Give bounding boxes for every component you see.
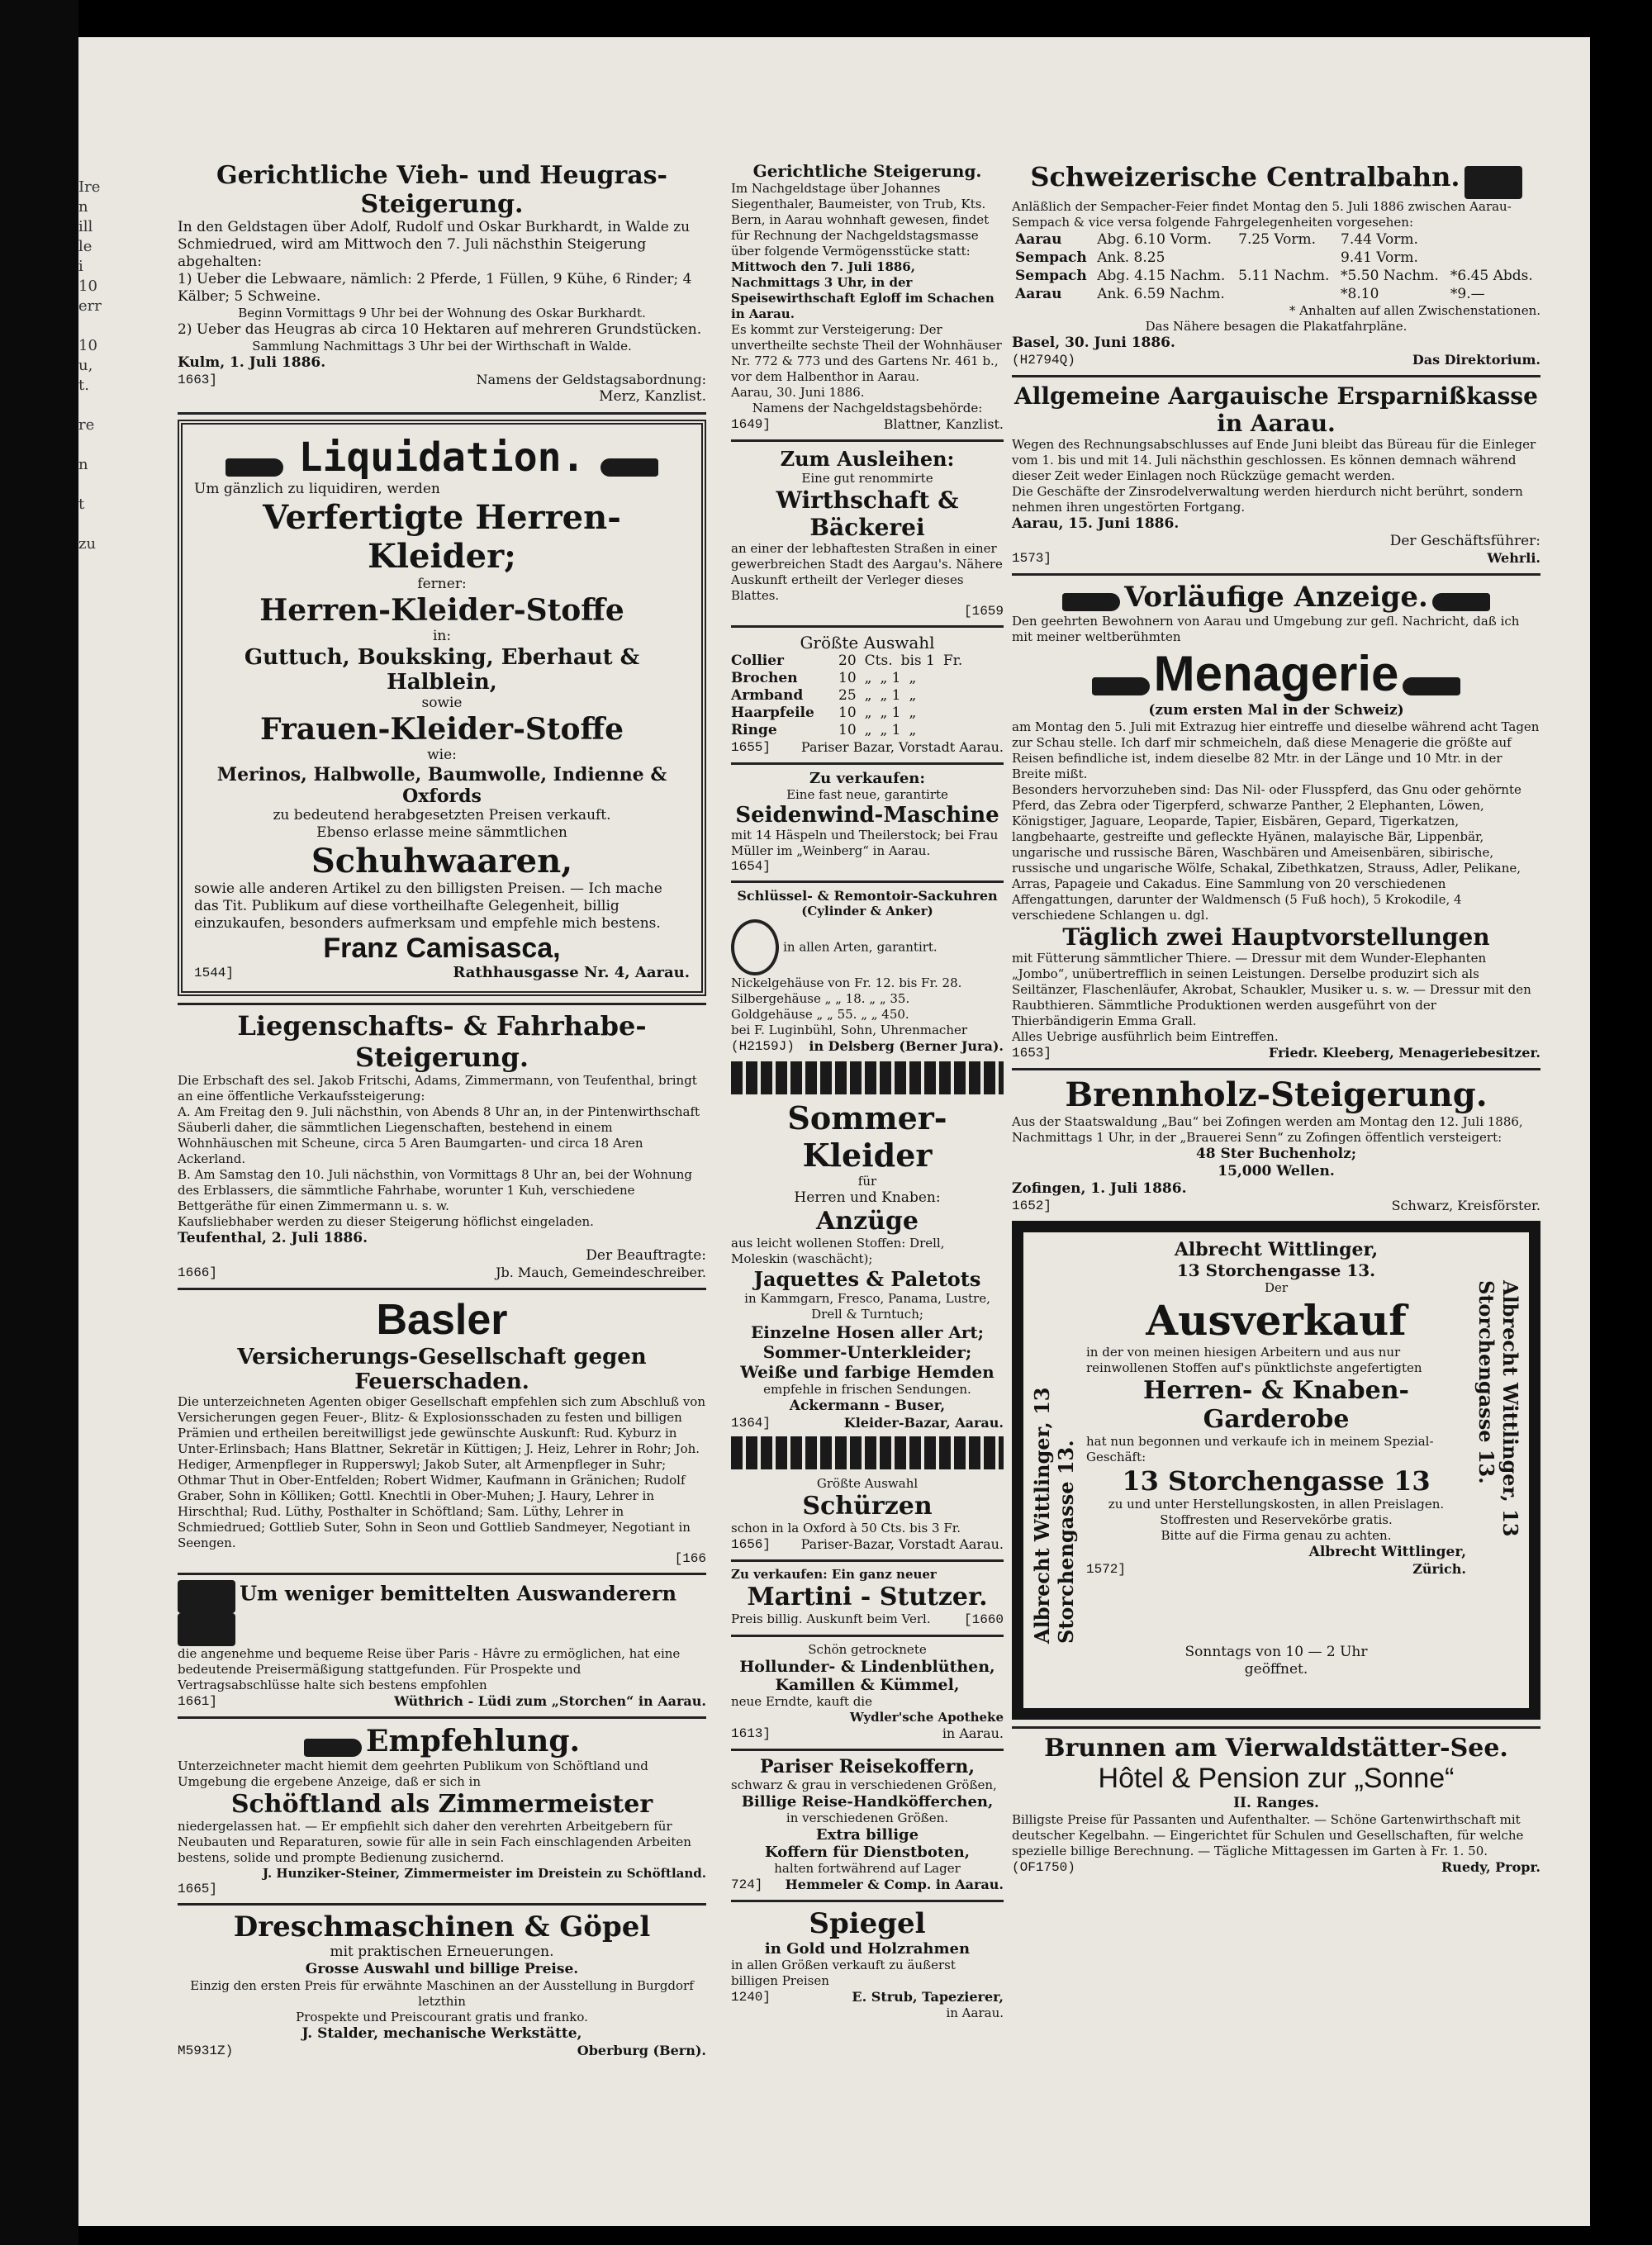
ad-title: Dreschmaschinen & Göpel — [233, 1910, 651, 1944]
ad-note: Das Nähere besagen die Plakatfahrpläne. — [1145, 318, 1408, 334]
price-list — [731, 653, 1004, 739]
ad-text: (Cylinder & Anker) — [801, 904, 933, 918]
ad-text: garantirt. — [876, 939, 938, 955]
ad-text: in verschiedenen Größen. — [786, 1811, 949, 1825]
ad-menagerie — [1012, 581, 1540, 1061]
ad-body: an einer der lebhaftesten Straßen in einer gewerbreichen Stadt des Aargau's. Nähere Auskunft ertheilt der Verleger dieses Blattes. — [731, 541, 1003, 603]
ad-body: Im Nachgeldstage über Johannes Siegenthaler, Baumeister, von Trub, Kts. Bern, in Aarau wohnhaft gewesen, findet für Rechnung der Nachgeldstagsmasse über folgende Vermögensstücke statt: — [731, 181, 990, 259]
ad-heading: Verfertigte Herren-Kleider; — [263, 498, 621, 576]
ad-bluethen — [731, 1642, 1004, 1742]
ad-sign: Namens der Geldstagsabordnung: — [476, 372, 706, 387]
ad-number: 1655] — [731, 740, 771, 755]
ad-title: Spiegel — [809, 1907, 926, 1940]
ad-heading: Weiße und farbige Hemden — [740, 1362, 995, 1382]
ad-place: Basel, 30. Juni 1886. — [1012, 334, 1175, 351]
ad-title: Pariser Reisekoffern, — [759, 1756, 976, 1777]
ad-heading: Extra billige — [815, 1826, 919, 1844]
ad-body: mit 14 Häspeln und Theilerstock; bei Frau Müller im „Weinberg“ in Aarau. — [731, 828, 999, 858]
ad-heading: Sommer-Unterkleider; — [762, 1342, 972, 1362]
ad-sign: Wydler'sche Apotheke — [849, 1710, 1004, 1725]
station: Sempach — [1015, 267, 1087, 284]
ad-number: 1364] — [731, 1416, 771, 1431]
time: Abg. 4.15 Nachm. — [1097, 267, 1226, 284]
unit: „ — [864, 722, 872, 738]
ad-sommer-kleider — [731, 1061, 1004, 1469]
ad-body: Es kommt zur Versteigerung: Der unvertheilte sechste Theil der Wohnhäuser Nr. 772 & 773 und des Gartens Nr. 461 b., vor dem Halbenthor in Aarau. — [731, 322, 1002, 384]
ad-heading: Merinos, Halbwolle, Baumwolle, Indienne & Oxfords — [216, 764, 667, 807]
ad-number: (OF1750) — [1012, 1859, 1075, 1875]
ad-text: zu und unter Herstellungskosten, in allen Preislagen. — [1108, 1496, 1445, 1512]
ad-sign: Der Beauftragte: — [586, 1247, 706, 1264]
pointing-hand-icon — [1403, 677, 1460, 695]
time: 7.44 Vorm. — [1341, 230, 1418, 248]
ad-text: in der von meinen hiesigen Arbeitern und aus nur reinwollenen Stoffen auf's pünktlichste angefertigten — [1086, 1344, 1422, 1375]
ad-reisekoffern — [731, 1756, 1004, 1893]
ad-heading: Versicherungs-Gesellschaft gegen Feuerschaden. — [237, 1345, 647, 1394]
ad-title: Basler — [376, 1296, 508, 1344]
ad-sign: Merz, Kanzlist. — [599, 388, 706, 405]
ad-number: 724] — [731, 1877, 763, 1892]
time: *8.10 — [1341, 285, 1379, 302]
pointing-hand-icon — [304, 1739, 362, 1757]
station: Aarau — [1015, 230, 1062, 248]
ad-body: Alles Uebrige ausführlich beim Eintreffen. — [1012, 1028, 1279, 1044]
ad-body: Billigste Preise für Passanten und Aufenthalter. — Schöne Gartenwirthschaft mit deutscher Kegelbahn. — Eingerichtet für Schulen und Gesellschaften, für welche spezielle billige Berechnung. — Tägliche Mittagessen im Garten à Fr. 1. 50. — [1012, 1811, 1524, 1858]
ad-body: Unterzeichneter macht hiemit dem geehrten Publikum von Schöftland und Umgebung die ergebene Anzeige, daß er sich in — [178, 1759, 648, 1789]
ad-body: Den geehrten Bewohnern von Aarau und Umgebung zur gefl. Nachricht, daß ich mit meiner weltberühmten — [1012, 613, 1520, 644]
ad-text: zu bedeutend herabgesetzten Preisen verkauft. — [273, 807, 611, 823]
ad-wittlinger — [1012, 1221, 1540, 1720]
ad-basler — [178, 1295, 706, 1566]
ad-heading: Herren- & Knaben-Garderobe — [1142, 1375, 1410, 1434]
ad-heading: Martini - Stutzer. — [747, 1583, 988, 1611]
train-icon — [178, 1580, 235, 1613]
ad-title: Gerichtliche Vieh- und Heugras-Steigerung. — [216, 161, 668, 219]
ad-body: am Montag den 5. Juli mit Extrazug hier eintreffe und dieselbe während acht Tagen zur Schau stelle. Ich darf mir schmeicheln, daß diese Menagerie die größte auf Reisen befindliche ist, indem dieselbe 82 Mtr. in der Länge und 10 Mtr. in der Breite mißt. — [1012, 719, 1540, 781]
ornament-border — [731, 1061, 1004, 1094]
newspaper-page — [78, 37, 1590, 2226]
left-margin-fragment: Ire n ill le i 10 err 10 u, t. re n t zu — [78, 178, 102, 553]
ad-sign: Wüthrich - Lüdi zum „Storchen“ in Aarau. — [394, 1693, 706, 1709]
ad-text: Bitte auf die Firma genau zu achten. — [1161, 1527, 1392, 1543]
ad-sackuhren — [731, 888, 1004, 1055]
item-name: Collier — [731, 653, 785, 669]
ad-body: Die Erbschaft des sel. Jakob Fritschi, Adams, Zimmermann, von Teufenthal, bringt an eine öffentliche Verkaufssteigerung: — [178, 1073, 697, 1104]
page-edge — [0, 0, 78, 2245]
price-to: „ 1 — [880, 687, 901, 704]
ad-heading: Ausverkauf — [1146, 1295, 1407, 1345]
ad-text: Ebenso erlasse meine sämmtlichen — [316, 824, 567, 841]
price-to: „ 1 — [880, 670, 901, 686]
column-2 — [731, 161, 1004, 2028]
ad-sign: Ruedy, Propr. — [1441, 1858, 1540, 1875]
ad-title: Schlüssel- & Remontoir-Sackuhren — [737, 888, 998, 904]
ad-text: mit praktischen Erneuerungen. — [330, 1944, 554, 1960]
ad-body: Wegen des Rechnungsabschlusses auf Ende Juni bleibt das Büreau für die Einleger vom 1. bis und mit 14. Juli nächsthin geschlossen. Es können demnach während dieser Zeit weder Einlagen noch Rückzüge gemacht werden. — [1012, 436, 1536, 483]
ad-body: Die Geschäfte der Zinsrodelverwaltung werden hierdurch nicht berührt, sondern nehmen ihren ungestörten Fortgang. — [1012, 483, 1523, 515]
pointing-hand-icon — [601, 458, 658, 477]
ad-body: in allen Größen verkauft zu äußerst billigen Preisen — [731, 1958, 956, 1988]
ad-text: Eine gut renommirte — [801, 471, 933, 486]
unit: „ — [864, 705, 872, 721]
ad-title: Zu verkaufen: Ein ganz neuer — [731, 1567, 937, 1582]
ad-side-text: Albrecht Wittlinger, 13 Storchengasse 13. — [1474, 1279, 1522, 1536]
ad-text: hat nun begonnen und verkaufe ich in meinem Spezial-Geschäft: — [1086, 1433, 1434, 1464]
timetable — [1012, 230, 1540, 303]
ad-number: 1663] — [178, 373, 218, 387]
ship-icon — [178, 1613, 235, 1646]
ad-title: Zu verkaufen: — [809, 770, 926, 787]
unit: „ — [909, 687, 917, 704]
price-from: 10 — [838, 722, 857, 738]
ad-text: sowie — [421, 695, 463, 711]
price-to: „ 1 — [880, 705, 901, 721]
ad-heading: Wirthschaft & Bäckerei — [776, 486, 959, 541]
ad-body: Preis billig. Auskunft beim Verl. — [731, 1611, 931, 1626]
price-from: 10 — [838, 705, 857, 721]
ad-text: wie: — [427, 747, 457, 763]
ad-body: Besonders hervorzuheben sind: Das Nil- oder Flusspferd, das Gnu oder gehörnte Pferd, das Zebra oder Tigerpferd, schwarze Panther, 2 Elephanten, Löwen, Königstiger, Jaguare, Leoparde, Tapier, Eisbären, Gepard, Tigerkatzen, langbehaarte, gestreifte und gefleckte Hyänen, malayische Bär, Lippenbär, ungarische und russische Bären, Waschbären und Ameisenbären, sibirische, russische und ungarische Wölfe, Schakal, Zibethkatzen, Strauss, Adler, Pelikane, Arras, Papageie und Cakadus. Eine Sammlung von 20 verschiedenen Affengattungen, darunter der Waldmensch (5 Fuß hoch), 5 Krokodile, 4 verschiedene Schlangen u. dgl. — [1012, 781, 1521, 923]
ad-text: in allen Arten, — [783, 939, 873, 955]
time: 5.11 Nachm. — [1238, 267, 1330, 284]
ad-heading: Billige Reise-Handköfferchen, — [741, 1793, 994, 1811]
ad-body: A. Am Freitag den 9. Juli nächsthin, von Abends 8 Uhr an, in der Pintenwirthschaft Säuberli daher, die sämmtlichen Liegenschaften, bestehend in einem Wohnhäuschen mit Scheune, circa 5 Aren Baumgarten- und circa 18 Aren Ackerland. — [178, 1104, 700, 1166]
ad-brennholz — [1012, 1075, 1540, 1214]
station: Aarau — [1015, 285, 1062, 302]
ad-number: [1660 — [963, 1612, 1004, 1627]
ad-text: Grosse Auswahl und billige Preise. — [305, 1961, 579, 1977]
ad-text: 15,000 Wellen. — [1218, 1162, 1335, 1179]
ad-place: in Aarau. — [942, 1725, 1004, 1741]
ad-number: [166 — [674, 1551, 706, 1566]
pocket-watch-icon — [731, 919, 779, 975]
ad-place: Aarau, 30. Juni 1886. — [731, 385, 865, 400]
ad-sign: Albrecht Wittlinger, — [1308, 1543, 1466, 1560]
ad-number: 1652] — [1012, 1198, 1052, 1213]
pointing-hand-icon — [1432, 593, 1490, 611]
unit: Cts. — [864, 653, 893, 669]
ad-number: 1653] — [1012, 1045, 1052, 1061]
item-name: Ringe — [731, 722, 777, 738]
ad-body: B. Am Samstag den 10. Juli nächsthin, von Vormittags 8 Uhr an, bei der Wohnung des Erblassers, die sämmtliche Fahrhabe, worunter 1 Kuh, verschiedene Bettgeräthe für einen Zimmermann u. s. w. — [178, 1167, 692, 1213]
ad-heading: Jaquettes & Paletots — [753, 1267, 981, 1291]
ad-schmuck — [731, 633, 1004, 756]
time: *6.45 Abds. — [1450, 267, 1533, 284]
ad-text: empfehle in frischen Sendungen. — [763, 1382, 971, 1397]
ad-text: in Kammgarn, Fresco, Panama, Lustre, Drell & Turntuch; — [744, 1291, 990, 1322]
ad-heading: Kamillen & Kümmel, — [775, 1676, 960, 1694]
ad-text: Eine fast neue, garantirte — [786, 787, 948, 802]
ad-text: 48 Ster Buchenholz; — [1195, 1145, 1357, 1162]
ad-hotel-sonne — [1012, 1734, 1540, 1876]
ad-auswanderer — [178, 1580, 706, 1710]
ad-sign: Friedr. Kleeberg, Menageriebesitzer. — [1268, 1044, 1540, 1061]
ad-body: Anläßlich der Sempacher-Feier findet Montag den 5. Juli 1886 zwischen Aarau-Sempach & vice versa folgende Fahrgelegenheiten vorgesehen: — [1012, 198, 1512, 230]
ad-text: Prospekte und Preiscourant gratis und franko. — [296, 2010, 588, 2024]
ad-number: 1649] — [731, 417, 771, 432]
ad-number: (H2159J) — [731, 1039, 795, 1054]
ad-sign: Ackermann - Buser, — [789, 1398, 946, 1414]
ad-header: 13 Storchengasse 13. — [1176, 1260, 1376, 1280]
ad-title: Brennholz-Steigerung. — [1065, 1075, 1488, 1114]
ad-title: Allgemeine Aargauische Ersparnißkasse in Aarau. — [1014, 382, 1538, 437]
ad-place: in Delsberg (Berner Jura). — [809, 1038, 1004, 1054]
ad-sign: J. Hunziker-Steiner, Zimmermeister im Dreistein zu Schöftland. — [263, 1866, 706, 1881]
ad-title: Sommer-Kleider — [787, 1099, 947, 1174]
ad-text: in: — [432, 628, 452, 644]
ad-heading: Koffern für Dienstboten, — [764, 1844, 971, 1861]
ad-heading: Einzelne Hosen aller Art; — [750, 1322, 985, 1342]
unit: „ — [909, 722, 917, 738]
ad-place: Kulm, 1. Juli 1886. — [178, 354, 326, 371]
ad-title: Vorläufige Anzeige. — [1124, 580, 1428, 614]
ad-martini-stutzer — [731, 1567, 1004, 1628]
ad-heading: Menagerie — [1153, 645, 1399, 701]
ad-text: Herren und Knaben: — [794, 1189, 941, 1206]
price-from: 20 — [838, 653, 857, 669]
ad-sign: Blattner, Kanzlist. — [883, 416, 1004, 432]
ad-empfehlung — [178, 1724, 706, 1896]
ad-place: Aarau, 15. Juni 1886. — [1012, 515, 1180, 532]
pointing-hand-icon — [1062, 593, 1120, 611]
pointing-hand-icon — [225, 458, 283, 477]
ad-liquidation — [178, 420, 706, 996]
ad-place: in Aarau. — [946, 2005, 1004, 2020]
ad-title: Um weniger bemittelten Auswanderern — [240, 1581, 676, 1606]
ad-text: ferner: — [417, 576, 467, 592]
ad-number: 1661] — [178, 1694, 218, 1709]
ad-title: Zum Ausleihen: — [780, 447, 955, 471]
ad-spiegel — [731, 1907, 1004, 2021]
ad-item: Sammlung Nachmittags 3 Uhr bei der Wirthschaft in Walde. — [252, 339, 632, 354]
ad-text: für — [857, 1174, 877, 1189]
ad-ausleihen — [731, 447, 1004, 619]
ornament-border — [731, 1436, 1004, 1469]
station: Sempach — [1015, 249, 1087, 266]
ad-heading: Frauen-Kleider-Stoffe — [259, 712, 624, 747]
ad-sign: Oberburg (Bern). — [577, 2043, 706, 2058]
time: Ank. 6.59 Nachm. — [1097, 285, 1225, 302]
item-name: Brochen — [731, 670, 798, 686]
ad-footer: Sonntags von 10 — 2 Uhr — [1184, 1643, 1368, 1660]
unit: „ — [864, 687, 872, 704]
price-row: Silbergehäuse „ „ 18. „ „ 35. — [731, 991, 910, 1006]
ad-heading: Schürzen — [802, 1492, 933, 1521]
ad-text: aus leicht wollenen Stoffen: Drell, Moleskin (waschächt); — [731, 1236, 945, 1266]
ad-item: 1) Ueber die Lebwaare, nämlich: 2 Pferde, 1 Füllen, 9 Kühe, 6 Rinder; 4 Kälber; 5 Schweine. — [178, 271, 692, 305]
ad-text: halten fortwährend auf Lager — [774, 1861, 961, 1876]
ad-text: (zum ersten Mal in der Schweiz) — [1148, 701, 1404, 719]
ad-body: neue Erndte, kauft die — [731, 1694, 872, 1709]
ad-text: Um gänzlich zu liquidiren, werden — [194, 481, 440, 497]
ad-title: Gerichtliche Steigerung. — [752, 161, 982, 181]
ad-sign: Pariser-Bazar, Vorstadt Aarau. — [800, 1536, 1004, 1552]
ad-heading: Täglich zwei Hauptvorstellungen — [1062, 923, 1490, 951]
ad-body: niedergelassen hat. — Er empfiehlt sich daher den verehrten Arbeitgebern für Neubauten und Reparaturen, sowie für alle in sein Fach einschlagenden Arbeiten bestens, solide und prompte Bedienung zusichernd. — [178, 1819, 691, 1865]
ad-address: Rathhausgasse Nr. 4, Aarau. — [453, 964, 690, 981]
ad-number: 1656] — [731, 1537, 771, 1552]
ad-sign: J. Stalder, mechanische Werkstätte, — [301, 2025, 582, 2042]
ad-text: Stoffresten und Reservekörbe gratis. — [1160, 1512, 1393, 1527]
ad-dreschmaschinen — [178, 1910, 706, 2059]
unit: Fr. — [942, 653, 963, 669]
price-row: Nickelgehäuse von Fr. 12. bis Fr. 28. — [731, 975, 962, 990]
time: *9.— — [1450, 285, 1485, 302]
price-row: Goldgehäuse „ „ 55. „ „ 450. — [731, 1007, 909, 1022]
ad-title: Schweizerische Centralbahn. — [1030, 161, 1460, 192]
ad-number: 1573] — [1012, 550, 1052, 566]
ad-heading: 13 Storchengasse 13 — [1122, 1464, 1431, 1497]
ad-liegenschaft — [178, 1010, 706, 1281]
ad-schuerzen — [731, 1476, 1004, 1553]
ad-heading: Hôtel & Pension zur „Sonne“ — [1098, 1762, 1455, 1794]
ad-number: 1654] — [731, 859, 771, 874]
ad-title: Liquidation. — [298, 434, 586, 481]
price-from: 25 — [838, 687, 857, 704]
ad-number: 1613] — [731, 1726, 771, 1741]
locomotive-icon — [1464, 166, 1522, 199]
ad-heading: Seidenwind-Maschine — [735, 803, 999, 828]
column-1 — [178, 161, 706, 2066]
ad-centralbahn — [1012, 161, 1540, 368]
ad-body: In den Geldstagen über Adolf, Rudolf und Oskar Burkhardt, in Walde zu Schmiedrued, wird am Mittwoch den 7. Juli nächsthin Steigerung abgehalten: — [178, 219, 691, 270]
ad-heading: Anzüge — [816, 1207, 919, 1236]
ad-gerichtliche-steigerung — [731, 161, 1004, 433]
ad-heading: Guttuch, Bouksking, Eberhaut & Halblein, — [244, 645, 640, 695]
ad-sign: Pariser Bazar, Vorstadt Aarau. — [800, 739, 1004, 755]
ad-title: Größte Auswahl — [816, 1476, 919, 1491]
ad-seidenwind — [731, 770, 1004, 874]
price-from: 10 — [838, 670, 857, 686]
price-to: „ 1 — [880, 722, 901, 738]
ad-heading: Herren-Kleider-Stoffe — [259, 593, 624, 628]
ad-text: schwarz & grau in verschiedenen Größen, — [731, 1777, 997, 1792]
ad-number: [1659 — [963, 604, 1004, 619]
column-3 — [1012, 161, 1540, 1882]
ad-body: Aus der Staatswaldung „Bau“ bei Zofingen werden am Montag den 12. Juli 1886, Nachmittags 1 Uhr, in der „Brauerei Senn“ zu Zofingen öffentlich versteigert: — [1012, 1113, 1523, 1145]
ad-sign: Der Geschäftsführer: — [1389, 532, 1540, 549]
ad-sign: Das Direktorium. — [1412, 351, 1540, 368]
ad-number: 1666] — [178, 1265, 218, 1280]
ad-number: (H2794Q) — [1012, 352, 1075, 368]
ad-body: schon in la Oxford à 50 Cts. bis 3 Fr. — [731, 1521, 961, 1535]
ad-heading: Schuhwaaren, — [311, 842, 573, 880]
ad-text: Schön getrocknete — [808, 1642, 927, 1657]
ad-body: die angenehme und bequeme Reise über Paris - Hâvre zu ermöglichen, hat eine bedeutende Preisermäßigung stattgefunden. Für Prospekte und Vertragsabschlüsse halte sich bestens empfohlen — [178, 1646, 681, 1692]
item-name: Haarpfeile — [731, 705, 814, 721]
ad-body: Die unterzeichneten Agenten obiger Gesellschaft empfehlen sich zum Abschluß von Versicherungen gegen Feuer-, Blitz- & Explosionsschaden zu festen und billigen Prämien und ertheilen bereitwilligst jede gewünschte Auskunft: Rud. Kyburz in Unter-Erlinsbach; Hans Blattner, Sekretär in Küttigen; J. Heiz, Lehrer in Rohr; Joh. Hediger, Armenpfleger in Rupperswyl; Jakob Suter, alt Armenpfleger in Suhr; Othmar Thut in Ober-Entfelden; Robert Widmer, Kaufmann in Gränichen; Rudolf Graber, Sohn in Kölliken; Gottl. Knechtli in Ober-Muhen; J. Haury, Lehrer in Hirschthal; Rud. Lüthy, Posthalter in Schöftland; Sam. Lüthy, Lehrer in Schmiedrued; Gottlieb Suter, Sohn in Seon und Gottlieb Sandmeyer, Negotiant in Seengen. — [178, 1394, 705, 1550]
unit: „ — [909, 670, 917, 686]
item-name: Armband — [731, 687, 804, 704]
ad-item: 2) Ueber das Heugras ab circa 10 Hektaren auf mehreren Grundstücken. — [178, 321, 702, 338]
ad-text: sowie alle anderen Artikel zu den billigsten Preisen. — Ich mache das Tit. Publikum auf diese vortheilhafte Gelegenheit, billig einzukaufen, besonders aufmerksam und empfehle mich bestens. — [194, 880, 662, 932]
ad-item: Beginn Vormittags 9 Uhr bei der Wohnung des Oskar Burkhardt. — [238, 306, 646, 320]
ad-heading: Hollunder- & Lindenblüthen, — [739, 1658, 995, 1676]
ad-heading: Schöftland als Zimmermeister — [230, 1790, 653, 1819]
unit: „ — [864, 670, 872, 686]
ad-sign: Kleider-Bazar, Aarau. — [843, 1415, 1004, 1431]
ad-title: Brunnen am Vierwaldstätter-See. — [1044, 1733, 1508, 1763]
ad-footer: geöffnet. — [1244, 1660, 1308, 1678]
ad-number: 1572] — [1086, 1561, 1127, 1577]
ad-title: Empfehlung. — [366, 1724, 581, 1759]
ad-body: mit Fütterung sämmtlicher Thiere. — Dressur mit dem Wunder-Elephanten „Jombo“, unübertrefflich in seinen Leistungen. Derselbe produzirt sich als Seiltänzer, Flaschenläufer, Akrobat, Schaukler, Musiker u. s. w. — Dressur mit den Raubthieren. Sämmtliche Produktionen werden ausgeführt von der Thierbändigerin Emma Grall. — [1012, 950, 1531, 1028]
time: Abg. 6.10 Vorm. — [1097, 230, 1212, 248]
ad-text: Einzig den ersten Preis für erwähnte Maschinen an der Ausstellung in Burgdorf letzthin — [190, 1978, 694, 2009]
price-to: bis 1 — [900, 653, 935, 669]
ad-number: 1544] — [194, 966, 235, 980]
ad-ersparniskasse — [1012, 382, 1540, 567]
ad-note: * Anhalten auf allen Zwischenstationen. — [1289, 302, 1540, 318]
ad-place: Teufenthal, 2. Juli 1886. — [178, 1230, 368, 1246]
ad-sign: E. Strub, Tapezierer, — [852, 1989, 1004, 2005]
ad-vieh-steigerung — [178, 161, 706, 406]
pointing-hand-icon — [1092, 677, 1150, 695]
ad-body: Mittwoch den 7. Juli 1886, Nachmittags 3 Uhr, in der Speisewirthschaft Egloff im Schachen in Aarau. — [731, 259, 995, 321]
ad-text: Der — [1264, 1279, 1289, 1295]
ad-sign: Schwarz, Kreisförster. — [1391, 1197, 1540, 1213]
ad-body: Kaufsliebhaber werden zu dieser Steigerung höflichst eingeladen. — [178, 1214, 594, 1229]
ad-sign: bei F. Luginbühl, Sohn, Uhrenmacher — [731, 1023, 968, 1037]
time: Ank. 8.25 — [1097, 249, 1165, 266]
ad-title: Liegenschafts- & Fahrhabe-Steigerung. — [237, 1010, 647, 1073]
ad-place: Zofingen, 1. Juli 1886. — [1012, 1179, 1187, 1197]
ad-sign: Hemmeler & Comp. in Aarau. — [785, 1877, 1004, 1892]
time: 7.25 Vorm. — [1238, 230, 1316, 248]
ad-text: II. Ranges. — [1233, 1794, 1319, 1811]
ad-number: M5931Z) — [178, 2043, 234, 2058]
ad-sign: Namens der Nachgeldstagsbehörde: — [752, 401, 983, 415]
ad-name: Franz Camisasca, — [323, 933, 561, 964]
ad-heading: in Gold und Holzrahmen — [764, 1940, 971, 1958]
ad-side-text: Albrecht Wittlinger, 13 Storchengasse 13. — [1030, 1387, 1078, 1644]
ad-number: 1665] — [178, 1882, 218, 1896]
ad-title: Größte Auswahl — [800, 633, 935, 653]
ad-sign: Wehrli. — [1487, 549, 1540, 566]
ad-sign: Zürich. — [1412, 1560, 1466, 1577]
ad-sign: Jb. Mauch, Gemeindeschreiber. — [496, 1265, 706, 1280]
ad-header: Albrecht Wittlinger, — [1174, 1238, 1379, 1260]
time: *5.50 Nachm. — [1341, 267, 1439, 284]
ad-number: 1240] — [731, 1990, 771, 2005]
time: 9.41 Vorm. — [1341, 249, 1418, 266]
unit: „ — [909, 705, 917, 721]
